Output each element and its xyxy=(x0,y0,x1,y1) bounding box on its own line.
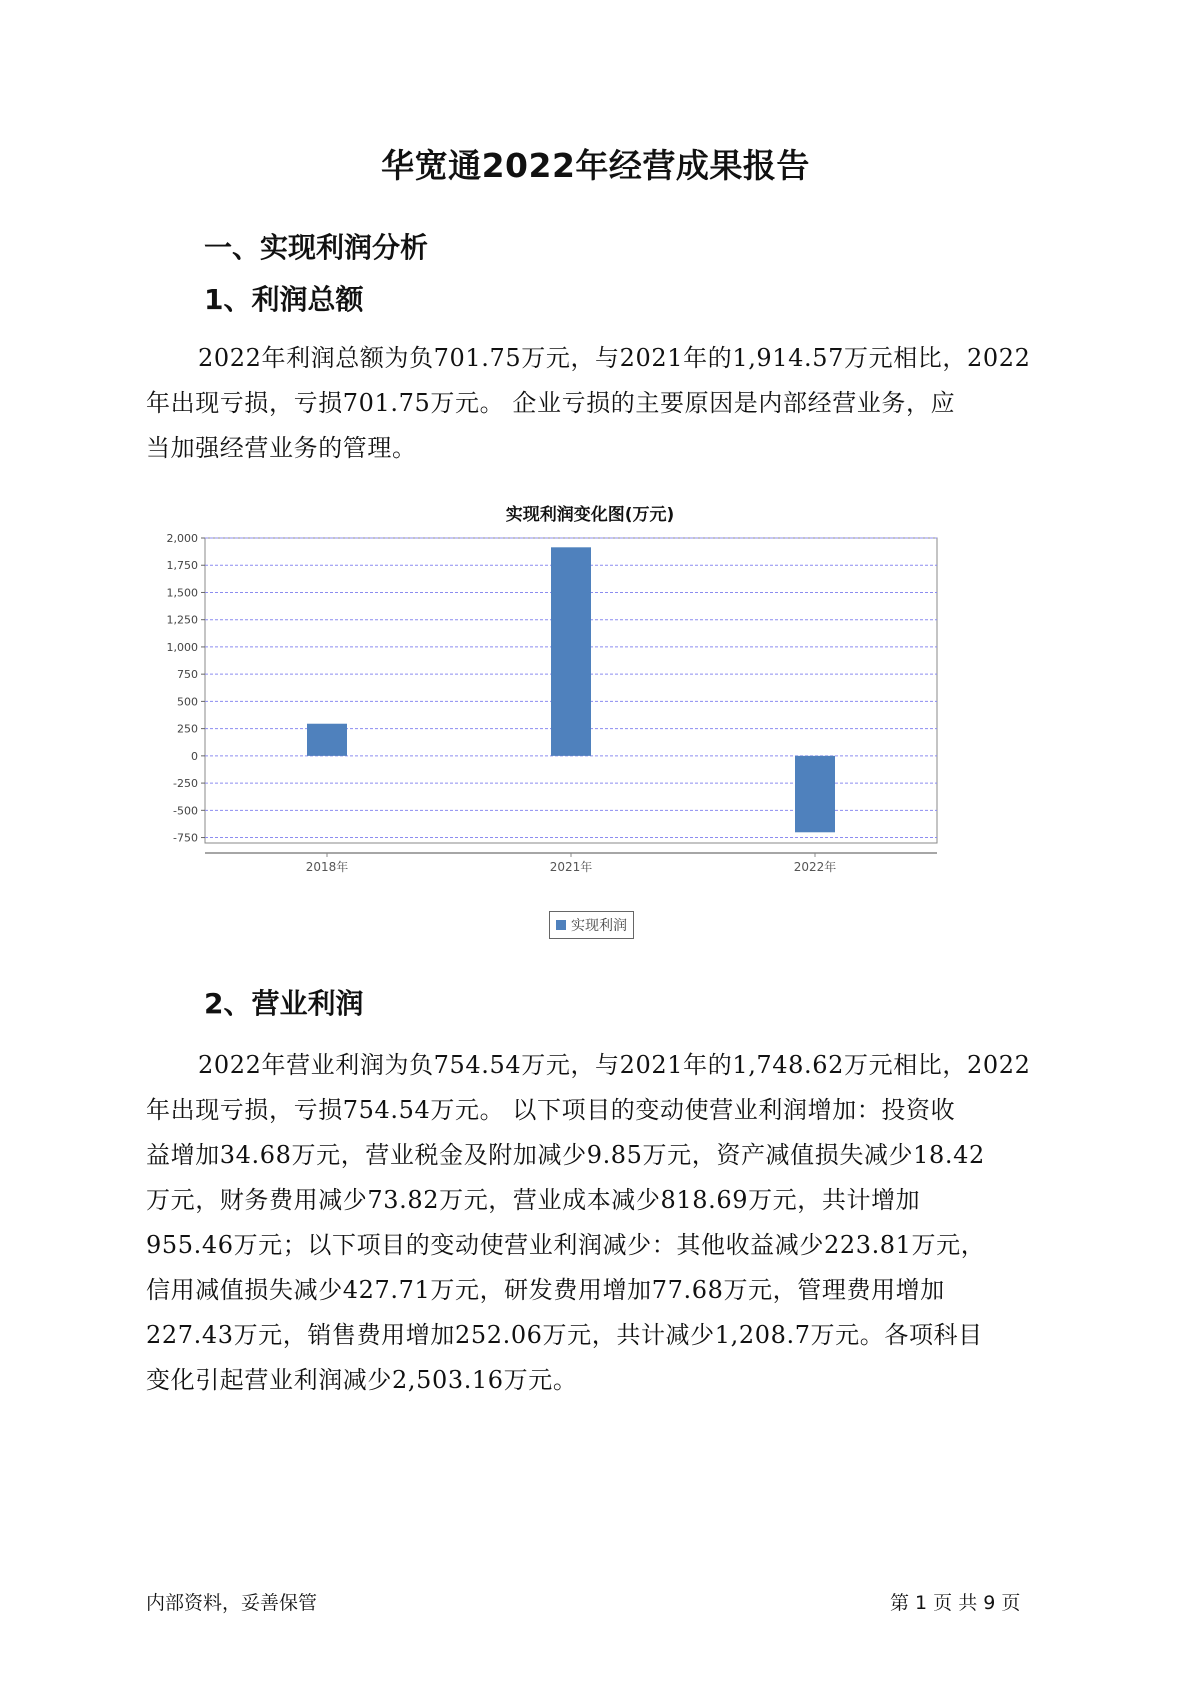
paragraph-total-profit xyxy=(146,336,1066,471)
x-tick-label: 2022年 xyxy=(793,860,837,874)
chart-title: 实现利润变化图(万元) xyxy=(505,505,675,525)
y-tick-label: 500 xyxy=(177,695,198,709)
paragraph-operating-profit xyxy=(146,1043,1066,1403)
profit-chart xyxy=(160,500,1020,950)
x-tick-label: 2018年 xyxy=(305,860,349,874)
paragraph-line: 955.46万元；以下项目的变动使营业利润减少：其他收益减少223.81万元， xyxy=(146,1231,986,1259)
subsection-heading-total-profit: 1、利润总额 xyxy=(204,283,364,316)
paragraph-line: 万元，财务费用减少73.82万元，营业成本减少818.69万元，共计增加 xyxy=(146,1186,921,1214)
subsection-heading-operating-profit: 2、营业利润 xyxy=(204,987,364,1020)
y-tick-label: 1,250 xyxy=(166,613,198,627)
section-heading-profit-analysis: 一、实现利润分析 xyxy=(204,231,429,264)
paragraph-line: 2022年营业利润为负754.54万元，与2021年的1,748.62万元相比，2022 xyxy=(198,1051,1031,1079)
bar xyxy=(795,756,835,832)
y-tick-label: -500 xyxy=(173,804,198,818)
y-tick-label: 0 xyxy=(191,749,198,763)
page-title: 华宽通2022年经营成果报告 xyxy=(381,146,810,185)
y-tick-label: -750 xyxy=(173,831,198,845)
paragraph-line: 变化引起营业利润减少2,503.16万元。 xyxy=(146,1366,578,1394)
bar xyxy=(307,724,347,756)
footer-confidential-note: 内部资料，妥善保管 xyxy=(146,1592,318,1614)
paragraph-line: 年出现亏损，亏损701.75万元。 企业亏损的主要原因是内部经营业务，应 xyxy=(146,389,956,417)
paragraph-line: 当加强经营业务的管理。 xyxy=(146,434,417,462)
paragraph-line: 2022年利润总额为负701.75万元，与2021年的1,914.57万元相比，2022 xyxy=(198,344,1031,372)
legend-label: 实现利润 xyxy=(571,918,627,934)
legend-swatch xyxy=(556,920,566,930)
y-tick-label: -250 xyxy=(173,777,198,791)
paragraph-line: 227.43万元，销售费用增加252.06万元，共计减少1,208.7万元。各项科目 xyxy=(146,1321,983,1349)
paragraph-line: 信用减值损失减少427.71万元，研发费用增加77.68万元，管理费用增加 xyxy=(146,1276,945,1304)
chart-legend xyxy=(549,911,634,939)
y-tick-label: 1,000 xyxy=(166,640,198,654)
paragraph-line: 年出现亏损，亏损754.54万元。 以下项目的变动使营业利润增加：投资收 xyxy=(146,1096,956,1124)
y-tick-label: 1,500 xyxy=(166,586,198,600)
footer-page-number: 第 1 页 共 9 页 xyxy=(890,1592,1021,1614)
y-tick-label: 2,000 xyxy=(166,532,198,545)
y-tick-label: 750 xyxy=(177,668,198,682)
y-tick-label: 1,750 xyxy=(166,559,198,573)
bar xyxy=(551,547,591,756)
y-tick-label: 250 xyxy=(177,722,198,736)
x-tick-label: 2021年 xyxy=(549,860,593,874)
paragraph-line: 益增加34.68万元，营业税金及附加减少9.85万元，资产减值损失减少18.42 xyxy=(146,1141,985,1169)
chart-plot xyxy=(160,530,1020,900)
